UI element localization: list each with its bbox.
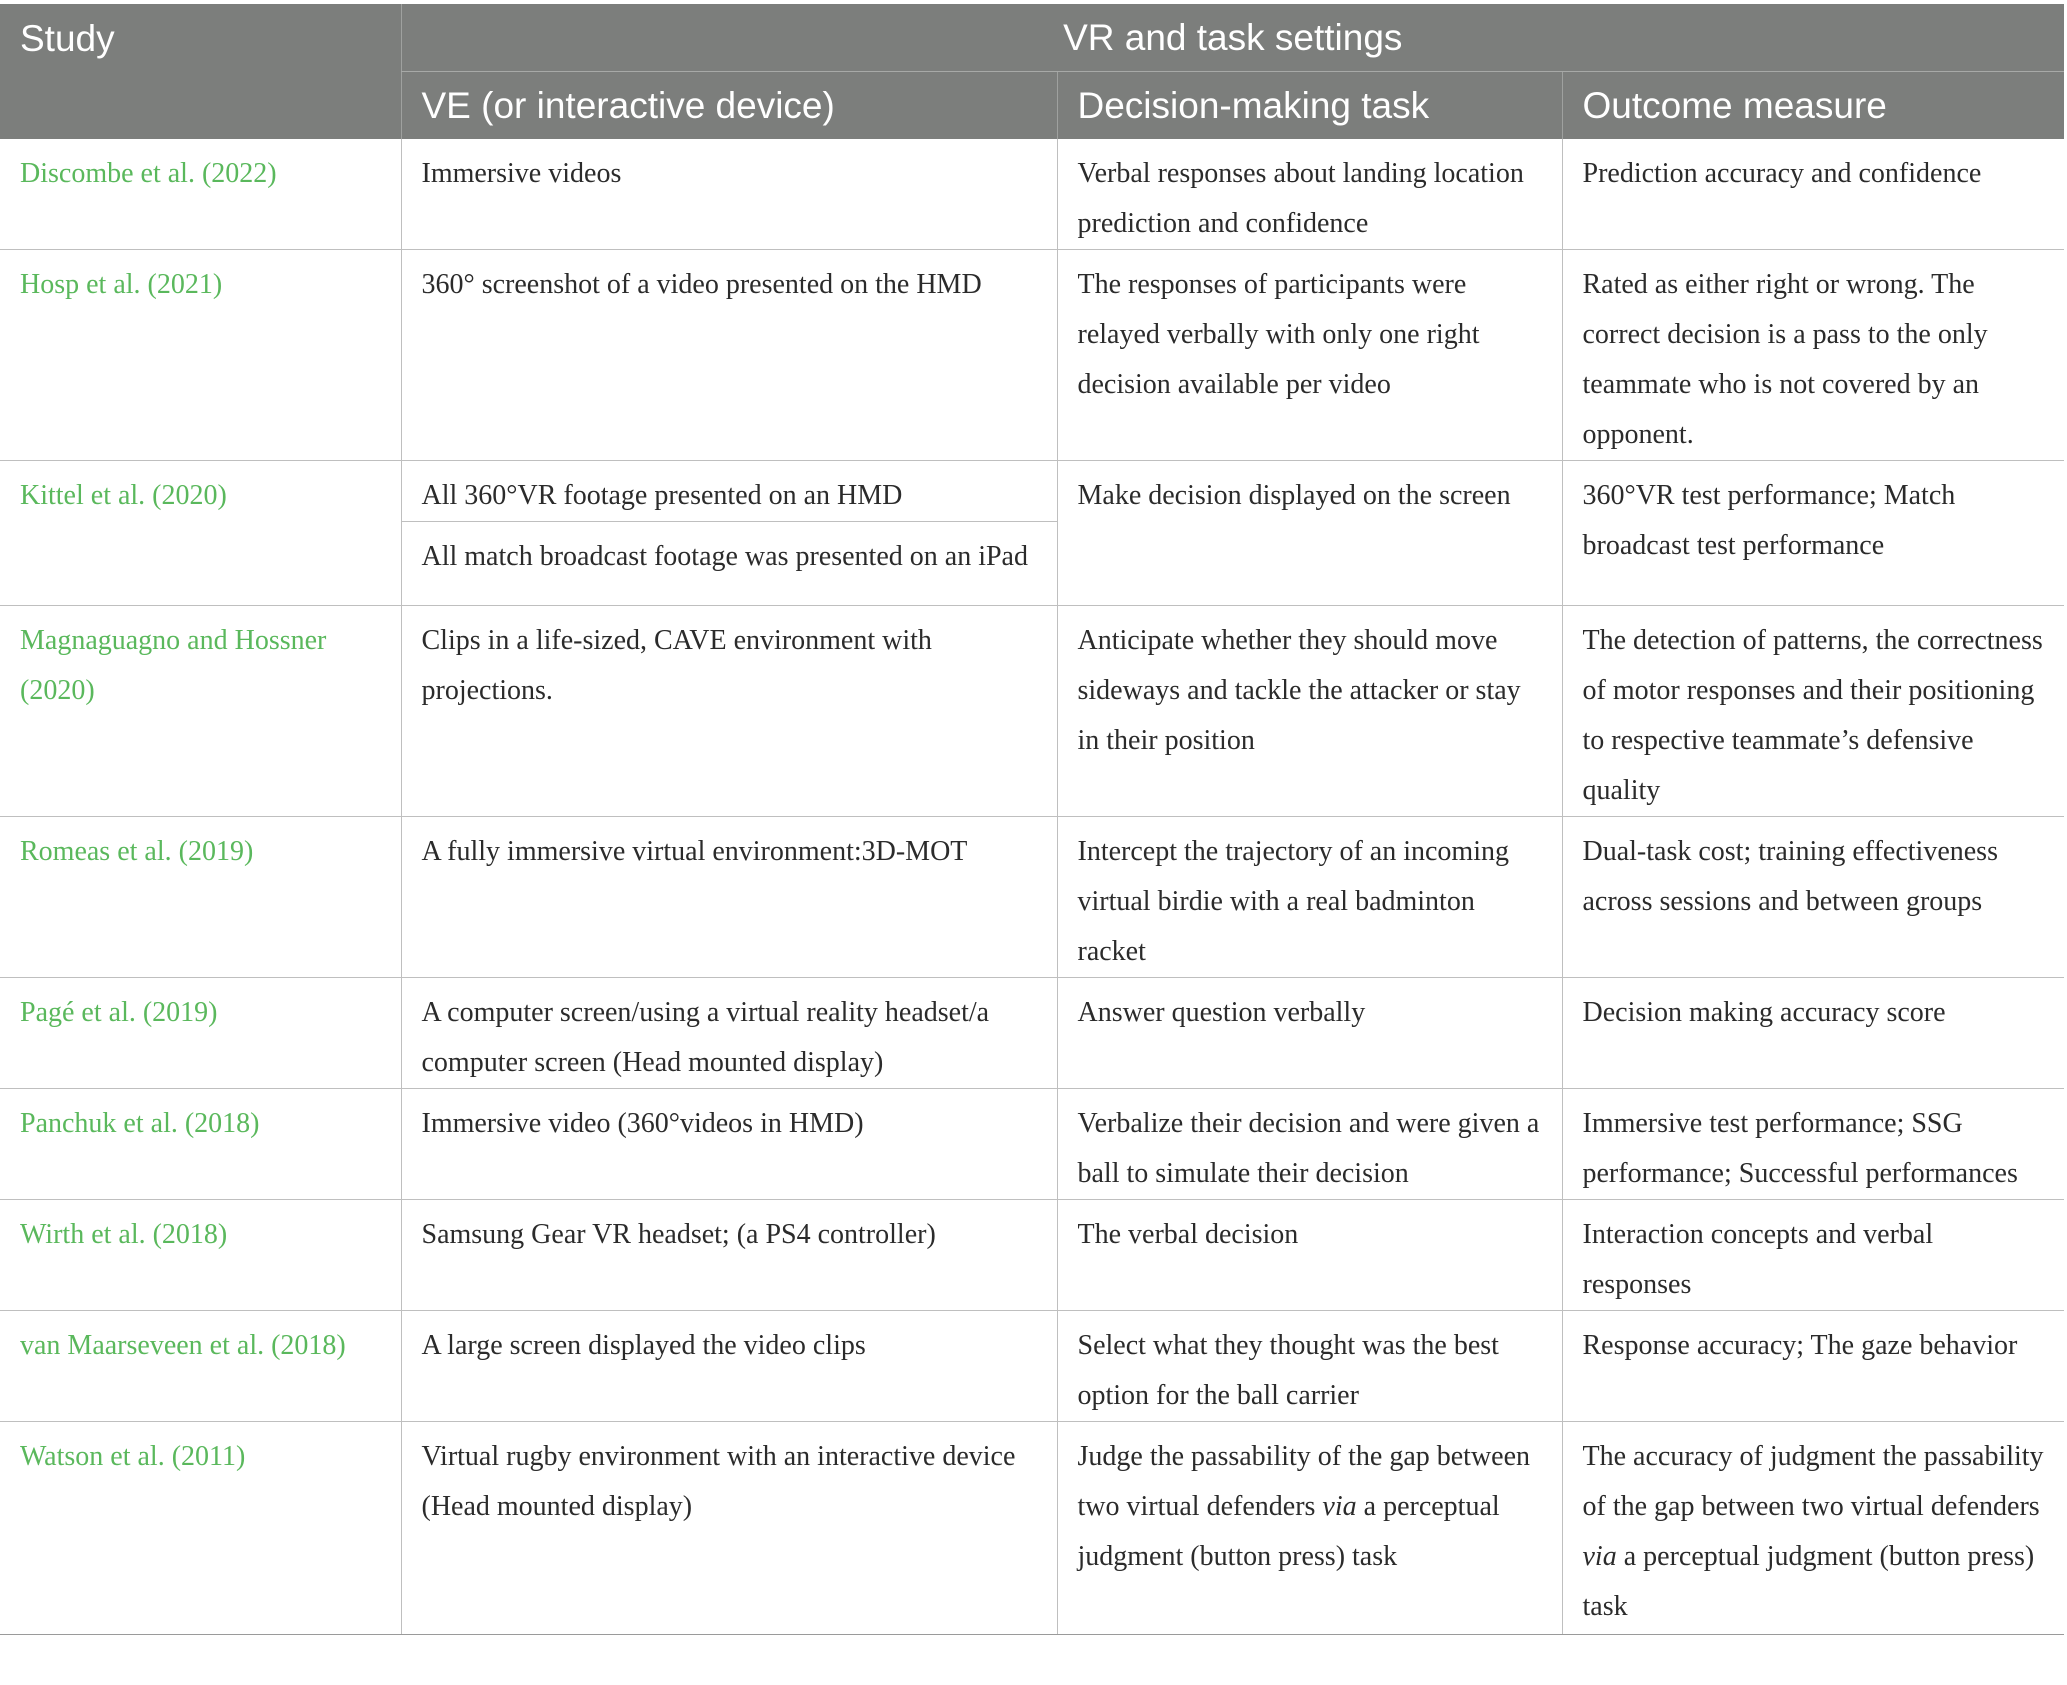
outcome-text: The accuracy of judgment the passability of the gap between two virtual defenders — [1582, 1441, 2044, 1522]
task-cell: Answer question verbally — [1057, 978, 1562, 1089]
ve-cell: All 360°VR footage presented on an HMD — [401, 461, 1057, 522]
task-text: Judge the passability of the gap between two virtual defenders — [1077, 1441, 1531, 1522]
ve-cell: Clips in a life-sized, CAVE environment with projections. — [401, 606, 1057, 817]
task-cell: The verbal decision — [1057, 1200, 1562, 1311]
table-row — [0, 1311, 2064, 1422]
header-vr-task-settings: VR and task settings — [401, 4, 2064, 72]
task-cell: Make decision displayed on the screen — [1057, 461, 1562, 606]
study-link[interactable]: Kittel et al. (2020) — [0, 461, 401, 606]
ve-cell: Samsung Gear VR headset; (a PS4 controller) — [401, 1200, 1057, 1311]
study-link[interactable]: Wirth et al. (2018) — [0, 1200, 401, 1311]
table-row — [0, 978, 2064, 1089]
ve-cell: Immersive videos — [401, 139, 1057, 250]
ve-cell: A computer screen/using a virtual reality headset/a computer screen (Head mounted display) — [401, 978, 1057, 1089]
table-row — [0, 817, 2064, 978]
ve-cell: Virtual rugby environment with an interactive device (Head mounted display) — [401, 1422, 1057, 1635]
header-row-top — [0, 4, 2064, 72]
outcome-cell: Interaction concepts and verbal responses — [1562, 1200, 2064, 1311]
ve-cell: 360° screenshot of a video presented on the HMD — [401, 250, 1057, 461]
task-cell: The responses of participants were relayed verbally with only one right decision available per video — [1057, 250, 1562, 461]
table-row — [0, 1089, 2064, 1200]
outcome-cell — [1562, 1422, 2064, 1635]
outcome-cell: Prediction accuracy and confidence — [1562, 139, 2064, 250]
task-cell: Select what they thought was the best option for the ball carrier — [1057, 1311, 1562, 1422]
task-cell — [1057, 1422, 1562, 1635]
task-cell: Verbal responses about landing location prediction and confidence — [1057, 139, 1562, 250]
table-row — [0, 1200, 2064, 1311]
table-row — [0, 606, 2064, 817]
study-link[interactable]: Hosp et al. (2021) — [0, 250, 401, 461]
task-text: a perceptual judgment (button press) task — [1077, 1491, 1500, 1572]
outcome-cell: Decision making accuracy score — [1562, 978, 2064, 1089]
outcome-cell: Dual-task cost; training effectiveness across sessions and between groups — [1562, 817, 2064, 978]
study-link[interactable]: Pagé et al. (2019) — [0, 978, 401, 1089]
ve-cell: A large screen displayed the video clips — [401, 1311, 1057, 1422]
header-outcome: Outcome measure — [1562, 72, 2064, 140]
outcome-text: a perceptual judgment (button press) task — [1582, 1541, 2035, 1622]
outcome-via-text: via — [1582, 1541, 1617, 1572]
header-ve: VE (or interactive device) — [401, 72, 1057, 140]
task-cell: Anticipate whether they should move sideways and tackle the attacker or stay in their position — [1057, 606, 1562, 817]
study-link[interactable]: Magnaguagno and Hossner (2020) — [0, 606, 401, 817]
header-study: Study — [0, 4, 401, 139]
task-cell: Intercept the trajectory of an incoming virtual birdie with a real badminton racket — [1057, 817, 1562, 978]
table-row — [0, 461, 2064, 522]
studies-table — [0, 4, 2064, 1635]
table-row — [0, 1422, 2064, 1635]
table-row — [0, 139, 2064, 250]
outcome-cell: Rated as either right or wrong. The correct decision is a pass to the only teammate who is not covered by an opponent. — [1562, 250, 2064, 461]
ve-cell: A fully immersive virtual environment:3D-MOT — [401, 817, 1057, 978]
outcome-cell: Immersive test performance; SSG performance; Successful performances — [1562, 1089, 2064, 1200]
outcome-cell: 360°VR test performance; Match broadcast test performance — [1562, 461, 2064, 606]
table-row — [0, 250, 2064, 461]
outcome-cell: Response accuracy; The gaze behavior — [1562, 1311, 2064, 1422]
study-link[interactable]: Discombe et al. (2022) — [0, 139, 401, 250]
ve-cell: Immersive video (360°videos in HMD) — [401, 1089, 1057, 1200]
study-link[interactable]: van Maarseveen et al. (2018) — [0, 1311, 401, 1422]
table-header — [0, 4, 2064, 139]
study-link[interactable]: Watson et al. (2011) — [0, 1422, 401, 1635]
header-task: Decision-making task — [1057, 72, 1562, 140]
task-cell: Verbalize their decision and were given a ball to simulate their decision — [1057, 1089, 1562, 1200]
ve-cell: All match broadcast footage was presented on an iPad — [401, 522, 1057, 606]
table-body — [0, 139, 2064, 1635]
study-link[interactable]: Panchuk et al. (2018) — [0, 1089, 401, 1200]
outcome-cell: The detection of patterns, the correctness of motor responses and their positioning to respective teammate’s defensive quality — [1562, 606, 2064, 817]
study-link[interactable]: Romeas et al. (2019) — [0, 817, 401, 978]
task-via-text: via — [1322, 1491, 1357, 1522]
